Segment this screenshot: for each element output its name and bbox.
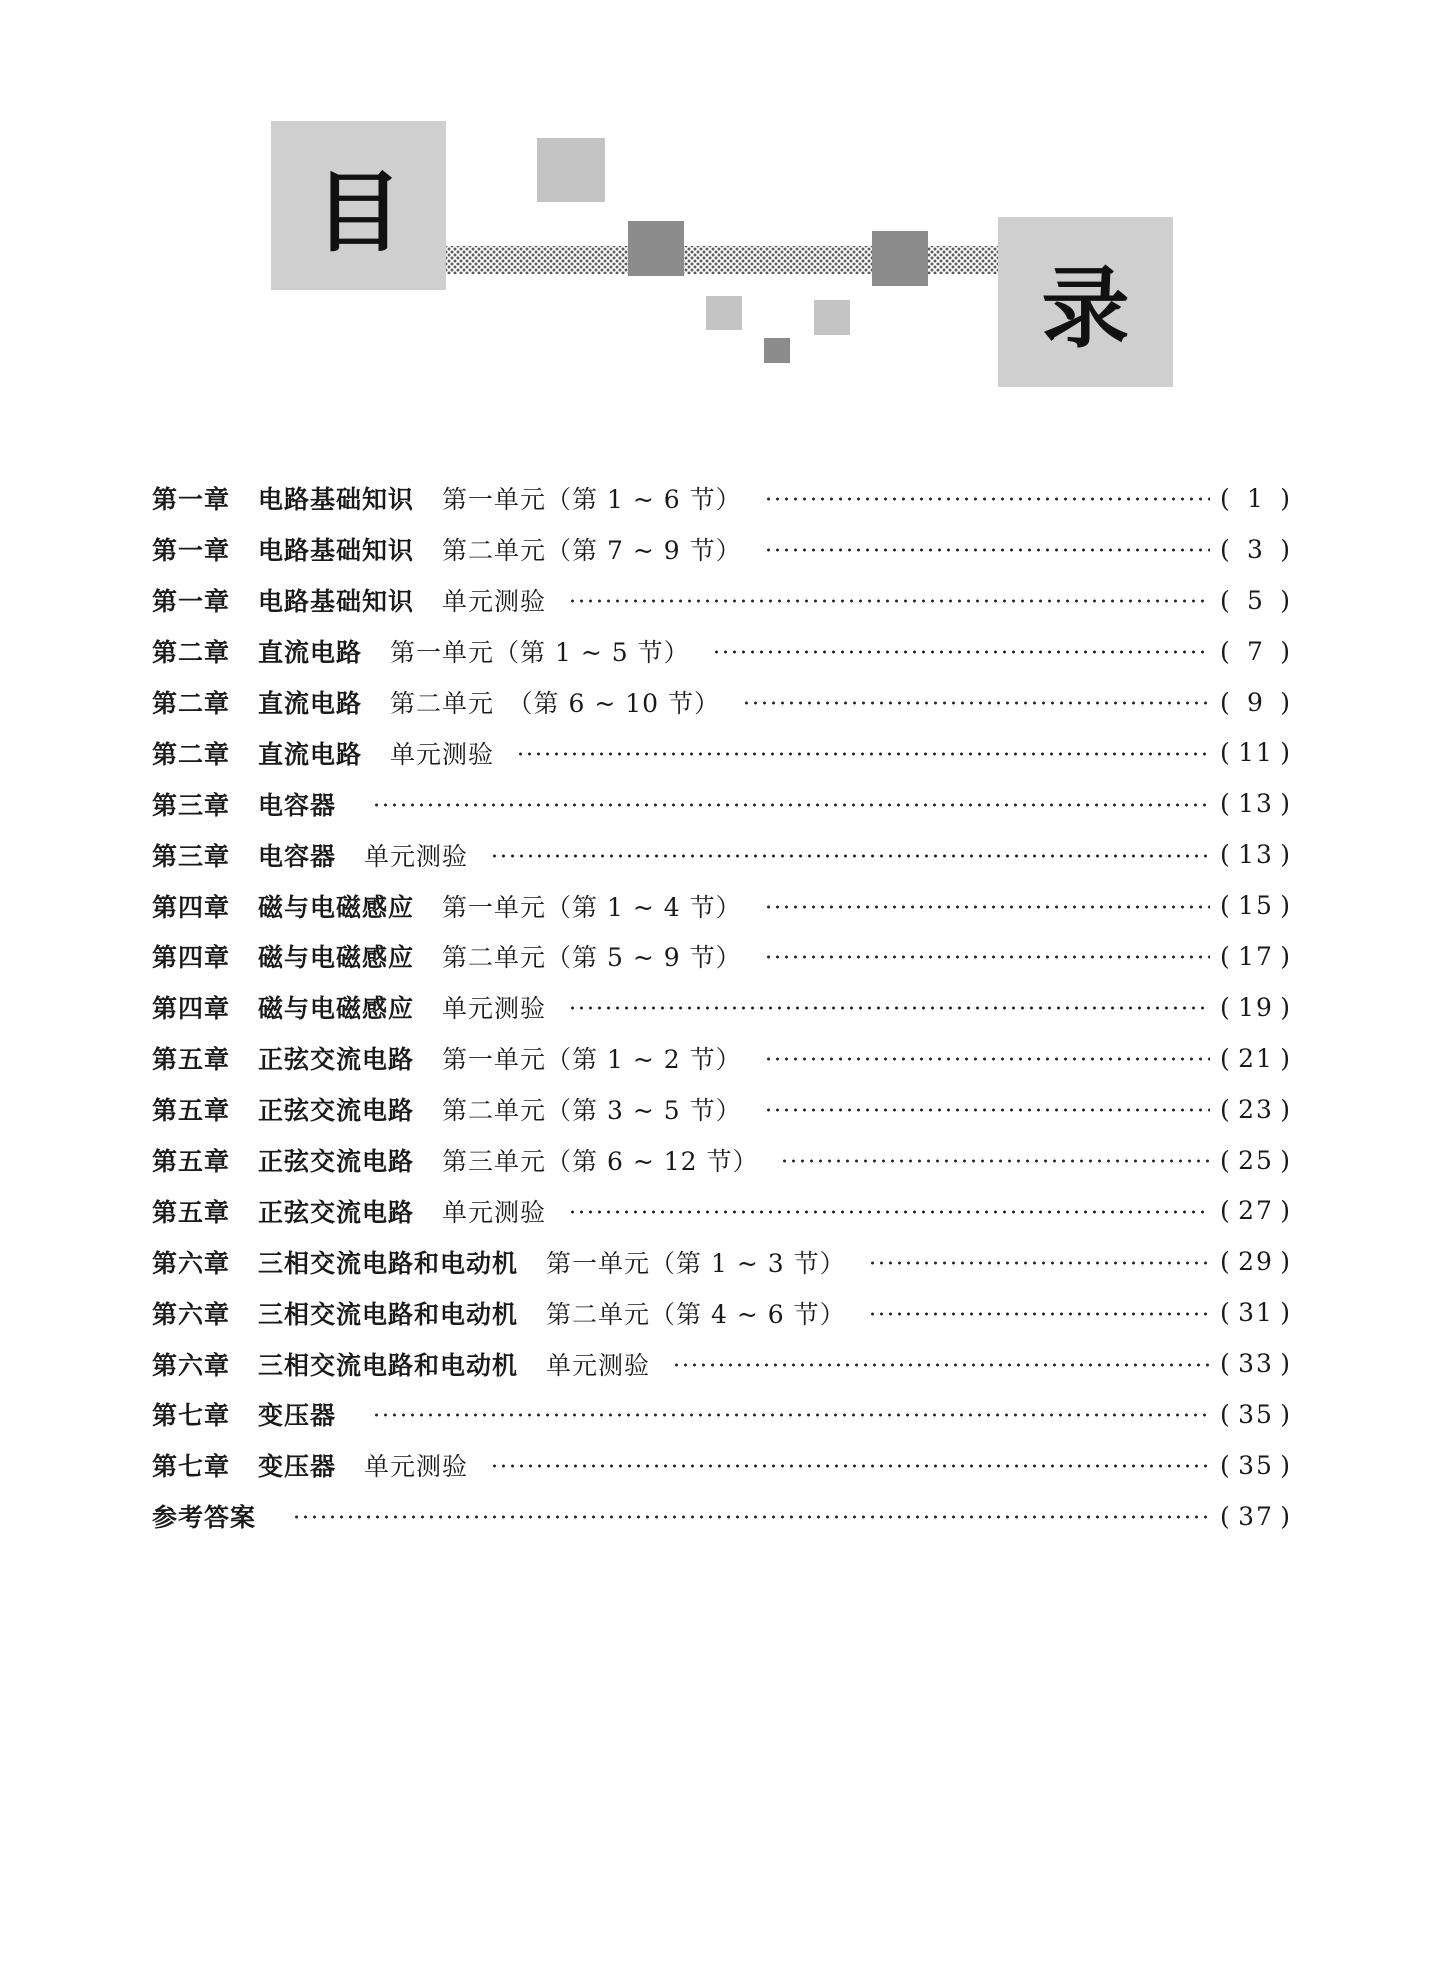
- page-number-value: 21: [1238, 1043, 1274, 1073]
- page-number-value: 37: [1238, 1501, 1274, 1531]
- toc-chapter: 第四章: [152, 943, 231, 973]
- toc-entry[interactable]: [152, 473, 1292, 524]
- toc-page-number: [1220, 1247, 1292, 1276]
- toc-unit: 第一单元（第 1 ~ 2 节）: [442, 1045, 742, 1075]
- toc-topic: 三相交流电路和电动机: [258, 1248, 519, 1278]
- title-box-left: [271, 121, 446, 290]
- paren-open: (: [1220, 1298, 1232, 1328]
- page-number-value: 1: [1247, 483, 1265, 513]
- toc-topic: 电容器: [258, 841, 337, 871]
- paren-close: ): [1280, 483, 1292, 513]
- toc-unit: 单元测验: [442, 994, 547, 1024]
- toc-page-number: [1220, 1146, 1292, 1175]
- toc-entry[interactable]: [152, 1185, 1292, 1236]
- paren-open: (: [1220, 1094, 1232, 1124]
- toc-page-number: [1220, 1298, 1292, 1327]
- paren-close: ): [1280, 1298, 1292, 1328]
- toc-entry[interactable]: [152, 1287, 1292, 1338]
- paren-close: ): [1280, 1450, 1292, 1480]
- page-number-value: 19: [1238, 992, 1274, 1022]
- deco-square-dark: [764, 338, 790, 363]
- paren-open: (: [1220, 789, 1232, 819]
- toc-topic: 正弦交流电路: [258, 1096, 415, 1126]
- paren-open: (: [1220, 891, 1232, 921]
- page-number-value: 31: [1238, 1298, 1274, 1328]
- paren-open: (: [1220, 1196, 1232, 1226]
- toc-unit: 单元测验: [364, 841, 469, 871]
- toc-entry[interactable]: [152, 1236, 1292, 1287]
- dot-leader: [764, 1057, 1210, 1061]
- dot-leader: [868, 1261, 1210, 1265]
- toc-unit: 第二单元（第 5 ~ 9 节）: [442, 943, 742, 973]
- paren-open: (: [1220, 1349, 1232, 1379]
- dot-leader: [568, 1006, 1210, 1010]
- toc-page-number: [1220, 688, 1292, 717]
- paren-open: (: [1220, 992, 1232, 1022]
- page-number-value: 13: [1238, 789, 1274, 819]
- toc-chapter: 第五章: [152, 1096, 231, 1126]
- title-char-mu: 目: [314, 160, 403, 264]
- toc-topic: 电容器: [258, 790, 337, 820]
- toc-unit: 第二单元 （第 6 ~ 10 节）: [390, 689, 720, 718]
- paren-close: ): [1280, 941, 1292, 971]
- dot-leader: [764, 548, 1210, 552]
- dot-leader: [568, 1210, 1210, 1214]
- dot-leader: [764, 1108, 1210, 1112]
- page-number-value: 5: [1247, 585, 1265, 615]
- paren-close: ): [1280, 992, 1292, 1022]
- paren-close: ): [1280, 789, 1292, 819]
- paren-open: (: [1220, 1450, 1232, 1480]
- toc-unit: 单元测验: [442, 587, 547, 617]
- deco-square-light: [814, 300, 850, 335]
- dot-leader: [712, 650, 1210, 654]
- toc-topic: 直流电路: [258, 689, 363, 718]
- paren-close: ): [1280, 687, 1292, 717]
- toc-chapter: 第六章: [152, 1350, 231, 1380]
- deco-square-dark: [628, 221, 684, 276]
- paren-close: ): [1280, 1145, 1292, 1175]
- toc-page-number: [1220, 891, 1292, 920]
- paren-open: (: [1220, 687, 1232, 717]
- dot-leader: [372, 1413, 1210, 1417]
- paren-open: (: [1220, 1043, 1232, 1073]
- toc-chapter: 第六章: [152, 1248, 231, 1278]
- paren-close: ): [1280, 840, 1292, 870]
- paren-open: (: [1220, 1247, 1232, 1277]
- toc-page-number: [1220, 1349, 1292, 1378]
- paren-open: (: [1220, 585, 1232, 615]
- toc-unit: 第二单元（第 4 ~ 6 节）: [546, 1299, 846, 1329]
- toc-topic: 变压器: [258, 1401, 337, 1431]
- toc-unit: 第二单元（第 7 ~ 9 节）: [442, 536, 742, 566]
- toc-topic: 三相交流电路和电动机: [258, 1350, 519, 1380]
- dot-leader: [490, 854, 1210, 858]
- toc-chapter: 第六章: [152, 1299, 231, 1329]
- toc-unit: 单元测验: [546, 1350, 651, 1380]
- paren-close: ): [1280, 1094, 1292, 1124]
- table-of-contents: [152, 473, 1292, 1542]
- paren-open: (: [1220, 1145, 1232, 1175]
- toc-chapter: 第五章: [152, 1045, 231, 1075]
- toc-topic: 磁与电磁感应: [258, 892, 415, 922]
- toc-chapter: 第三章: [152, 790, 231, 820]
- paren-close: ): [1280, 585, 1292, 615]
- paren-close: ): [1280, 1196, 1292, 1226]
- toc-topic: 电路基础知识: [258, 587, 415, 617]
- page-number-value: 7: [1247, 636, 1265, 666]
- toc-topic: 正弦交流电路: [258, 1045, 415, 1075]
- toc-entry[interactable]: [152, 1033, 1292, 1084]
- toc-chapter: 第二章: [152, 638, 231, 668]
- dot-leader: [780, 1159, 1210, 1163]
- toc-entry[interactable]: [152, 1338, 1292, 1389]
- toc-page-number: [1220, 1400, 1292, 1429]
- paren-close: ): [1280, 1399, 1292, 1429]
- toc-chapter: 第二章: [152, 689, 231, 718]
- toc-page-number: [1220, 535, 1292, 564]
- dot-leader: [742, 701, 1210, 705]
- toc-page-number: [1220, 484, 1292, 513]
- toc-chapter: 第一章: [152, 485, 231, 515]
- toc-entry[interactable]: [152, 524, 1292, 575]
- toc-page-number: [1220, 840, 1292, 869]
- toc-page-number: [1220, 1196, 1292, 1225]
- toc-topic: 变压器: [258, 1452, 337, 1482]
- paren-open: (: [1220, 1399, 1232, 1429]
- toc-unit: 第一单元（第 1 ~ 6 节）: [442, 485, 742, 515]
- toc-chapter: 第一章: [152, 587, 231, 617]
- toc-entry[interactable]: [152, 931, 1292, 982]
- toc-unit: 单元测验: [390, 739, 495, 769]
- toc-chapter: 第七章: [152, 1401, 231, 1431]
- title-box-right: [998, 217, 1173, 387]
- paren-open: (: [1220, 1501, 1232, 1531]
- paren-close: ): [1280, 636, 1292, 666]
- paren-open: (: [1220, 483, 1232, 513]
- page-number-value: 27: [1238, 1196, 1274, 1226]
- page-number-value: 33: [1238, 1349, 1274, 1379]
- page-number-value: 35: [1238, 1399, 1274, 1429]
- toc-entry[interactable]: [152, 880, 1292, 931]
- toc-entry[interactable]: [152, 829, 1292, 880]
- toc-entry[interactable]: [152, 677, 1292, 728]
- toc-chapter: 参考答案: [152, 1503, 257, 1533]
- toc-page-number: [1220, 1502, 1292, 1531]
- toc-entry[interactable]: [152, 1491, 1292, 1542]
- toc-topic: 直流电路: [258, 638, 363, 668]
- dot-leader: [764, 905, 1210, 909]
- toc-chapter: 第五章: [152, 1197, 231, 1227]
- toc-entry[interactable]: [152, 727, 1292, 778]
- dot-leader: [868, 1312, 1210, 1316]
- toc-page-number: [1220, 993, 1292, 1022]
- dot-leader: [516, 752, 1210, 756]
- deco-square-light: [537, 138, 605, 202]
- paren-close: ): [1280, 1043, 1292, 1073]
- toc-topic: 电路基础知识: [258, 536, 415, 566]
- dot-leader: [568, 599, 1210, 603]
- paren-open: (: [1220, 738, 1232, 768]
- page-number-value: 17: [1238, 941, 1274, 971]
- toc-entry[interactable]: [152, 778, 1292, 829]
- toc-topic: 正弦交流电路: [258, 1197, 415, 1227]
- toc-entry[interactable]: [152, 626, 1292, 677]
- page-number-value: 15: [1238, 891, 1274, 921]
- toc-page-number: [1220, 586, 1292, 615]
- toc-unit: 第一单元（第 1 ~ 5 节）: [390, 638, 690, 668]
- toc-entry[interactable]: [152, 1440, 1292, 1491]
- dot-leader: [764, 955, 1210, 959]
- paren-close: ): [1280, 1247, 1292, 1277]
- toc-topic: 磁与电磁感应: [258, 943, 415, 973]
- toc-unit: 第一单元（第 1 ~ 3 节）: [546, 1248, 846, 1278]
- dot-leader: [490, 1464, 1210, 1468]
- page-number-value: 9: [1247, 687, 1265, 717]
- toc-topic: 三相交流电路和电动机: [258, 1299, 519, 1329]
- toc-unit: 单元测验: [442, 1197, 547, 1227]
- dot-leader: [672, 1363, 1210, 1367]
- toc-page-number: [1220, 637, 1292, 666]
- paren-close: ): [1280, 1349, 1292, 1379]
- page-number-value: 3: [1247, 534, 1265, 564]
- paren-open: (: [1220, 636, 1232, 666]
- toc-page-number: [1220, 1451, 1292, 1480]
- toc-entry[interactable]: [152, 1084, 1292, 1135]
- toc-entry[interactable]: [152, 1389, 1292, 1440]
- toc-unit: 单元测验: [364, 1452, 469, 1482]
- toc-chapter: 第五章: [152, 1147, 231, 1177]
- toc-page-number: [1220, 1044, 1292, 1073]
- toc-chapter: 第七章: [152, 1452, 231, 1482]
- paren-close: ): [1280, 891, 1292, 921]
- deco-square-light: [706, 296, 742, 330]
- paren-close: ): [1280, 738, 1292, 768]
- paren-open: (: [1220, 534, 1232, 564]
- paren-open: (: [1220, 941, 1232, 971]
- toc-topic: 正弦交流电路: [258, 1147, 415, 1177]
- dot-leader: [764, 497, 1210, 501]
- deco-square-dark: [872, 231, 928, 286]
- toc-page-number: [1220, 738, 1292, 767]
- page-number-value: 23: [1238, 1094, 1274, 1124]
- page-number-value: 35: [1238, 1450, 1274, 1480]
- toc-entry[interactable]: [152, 575, 1292, 626]
- toc-chapter: 第一章: [152, 536, 231, 566]
- toc-page-number: [1220, 789, 1292, 818]
- toc-header: [0, 0, 1456, 400]
- toc-topic: 电路基础知识: [258, 485, 415, 515]
- dot-leader: [372, 803, 1210, 807]
- page-number-value: 29: [1238, 1247, 1274, 1277]
- paren-close: ): [1280, 534, 1292, 564]
- toc-entry[interactable]: [152, 982, 1292, 1033]
- toc-entry[interactable]: [152, 1135, 1292, 1186]
- paren-close: ): [1280, 1501, 1292, 1531]
- toc-topic: 磁与电磁感应: [258, 994, 415, 1024]
- toc-page-number: [1220, 942, 1292, 971]
- dot-leader: [292, 1515, 1210, 1519]
- toc-chapter: 第三章: [152, 841, 231, 871]
- page-number-value: 11: [1238, 738, 1274, 768]
- toc-unit: 第一单元（第 1 ~ 4 节）: [442, 892, 742, 922]
- toc-topic: 直流电路: [258, 739, 363, 769]
- page-number-value: 25: [1238, 1145, 1274, 1175]
- toc-chapter: 第四章: [152, 994, 231, 1024]
- title-char-lu: 录: [1041, 257, 1130, 360]
- toc-unit: 第二单元（第 3 ~ 5 节）: [442, 1096, 742, 1126]
- paren-open: (: [1220, 840, 1232, 870]
- toc-chapter: 第二章: [152, 739, 231, 769]
- toc-chapter: 第四章: [152, 892, 231, 922]
- page-number-value: 13: [1238, 840, 1274, 870]
- toc-page-number: [1220, 1095, 1292, 1124]
- toc-unit: 第三单元（第 6 ~ 12 节）: [442, 1147, 759, 1177]
